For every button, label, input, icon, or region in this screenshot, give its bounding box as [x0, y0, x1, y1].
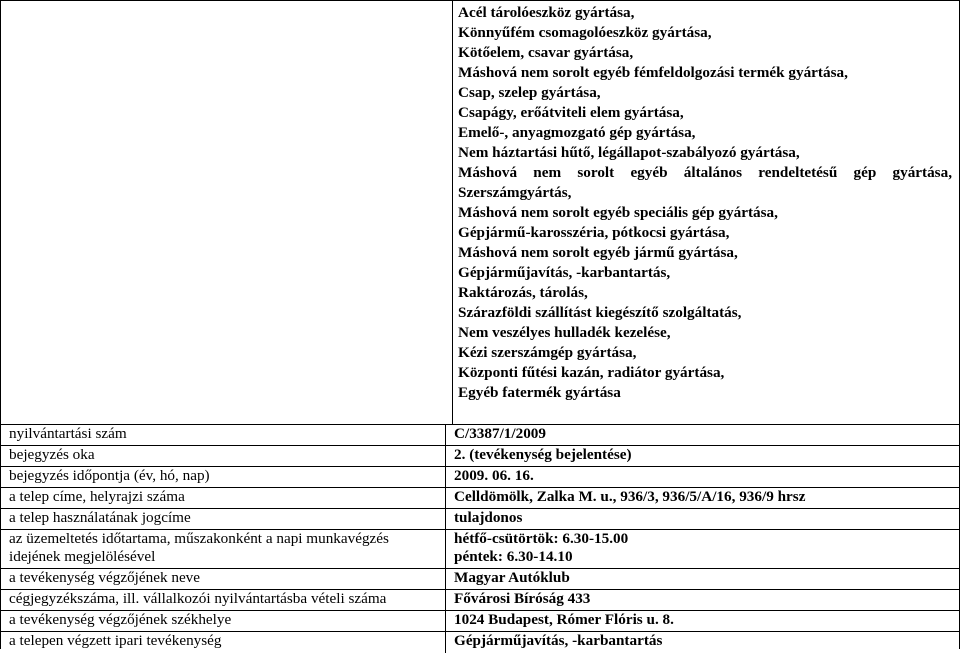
activity-item: Gépjárműjavítás, -karbantartás,: [458, 263, 958, 283]
activity-item: Gépjármű-karosszéria, pótkocsi gyártása,: [458, 223, 958, 243]
row-label: a telep címe, helyrajzi száma: [1, 488, 446, 509]
row-label: a telep használatának jogcíme: [1, 509, 446, 530]
table-row: [1, 530, 959, 569]
row-value: 2009. 06. 16.: [446, 467, 960, 488]
row-value: C/3387/1/2009: [446, 425, 960, 446]
registration-details-table: [1, 425, 959, 653]
row-label: cégjegyzékszáma, ill. vállalkozói nyilvántartásba vételi száma: [1, 590, 446, 611]
activity-item: Csap, szelep gyártása,: [458, 83, 958, 103]
activity-list: [458, 3, 958, 403]
activity-item: Szárazföldi szállítást kiegészítő szolgáltatás,: [458, 303, 958, 323]
activity-item: Egyéb fatermék gyártása: [458, 383, 958, 403]
row-value: 2. (tevékenység bejelentése): [446, 446, 960, 467]
row-label: bejegyzés oka: [1, 446, 446, 467]
table-row: [1, 590, 959, 611]
row-label: a tevékenység végzőjének neve: [1, 569, 446, 590]
table-row: [1, 509, 959, 530]
activity-item: Könnyűfém csomagolóeszköz gyártása,: [458, 23, 958, 43]
table-row: [1, 446, 959, 467]
activity-item: Csapágy, erőátviteli elem gyártása,: [458, 103, 958, 123]
row-value: [446, 530, 960, 569]
activity-section: [1, 1, 959, 425]
row-label: a telepen végzett ipari tevékenység: [1, 632, 446, 653]
row-value: tulajdonos: [446, 509, 960, 530]
row-value: Celldömölk, Zalka M. u., 936/3, 936/5/A/16, 936/9 hrsz: [446, 488, 960, 509]
activity-item: Máshová nem sorolt egyéb speciális gép gyártása,: [458, 203, 958, 223]
table-row: [1, 611, 959, 632]
row-value: Magyar Autóklub: [446, 569, 960, 590]
activity-item: Máshová nem sorolt egyéb általános rendeltetésű gép gyártása,: [458, 163, 952, 183]
empty-left-cell: [1, 1, 453, 424]
activity-item: Raktározás, tárolás,: [458, 283, 958, 303]
row-value-line: hétfő-csütörtök: 6.30-15.00: [454, 530, 959, 548]
row-label: a tevékenység végzőjének székhelye: [1, 611, 446, 632]
activity-item: Máshová nem sorolt egyéb jármű gyártása,: [458, 243, 958, 263]
activity-item: Szerszámgyártás,: [458, 183, 958, 203]
row-label: nyilvántartási szám: [1, 425, 446, 446]
activity-item: Emelő-, anyagmozgató gép gyártása,: [458, 123, 958, 143]
activity-item: Nem háztartási hűtő, légállapot-szabályozó gyártása,: [458, 143, 958, 163]
row-label: bejegyzés időpontja (év, hó, nap): [1, 467, 446, 488]
activity-item: Kézi szerszámgép gyártása,: [458, 343, 958, 363]
activity-item: Nem veszélyes hulladék kezelése,: [458, 323, 958, 343]
row-label: [1, 530, 446, 569]
row-label-line: az üzemeltetés időtartama, műszakonként a napi munkavégzés: [9, 530, 445, 548]
table-row: [1, 467, 959, 488]
row-value: Fővárosi Bíróság 433: [446, 590, 960, 611]
activity-item: Acél tárolóeszköz gyártása,: [458, 3, 958, 23]
table-row: [1, 425, 959, 446]
row-value: 1024 Budapest, Rómer Flóris u. 8.: [446, 611, 960, 632]
row-value: Gépjárműjavítás, -karbantartás: [446, 632, 960, 653]
row-value-line: péntek: 6.30-14.10: [454, 548, 959, 566]
activity-item: Központi fűtési kazán, radiátor gyártása,: [458, 363, 958, 383]
row-label-line: idejének megjelölésével: [9, 548, 445, 566]
table-row: [1, 569, 959, 590]
activity-item: Máshová nem sorolt egyéb fémfeldolgozási termék gyártása,: [458, 63, 958, 83]
table-row: [1, 488, 959, 509]
activity-item: Kötőelem, csavar gyártása,: [458, 43, 958, 63]
